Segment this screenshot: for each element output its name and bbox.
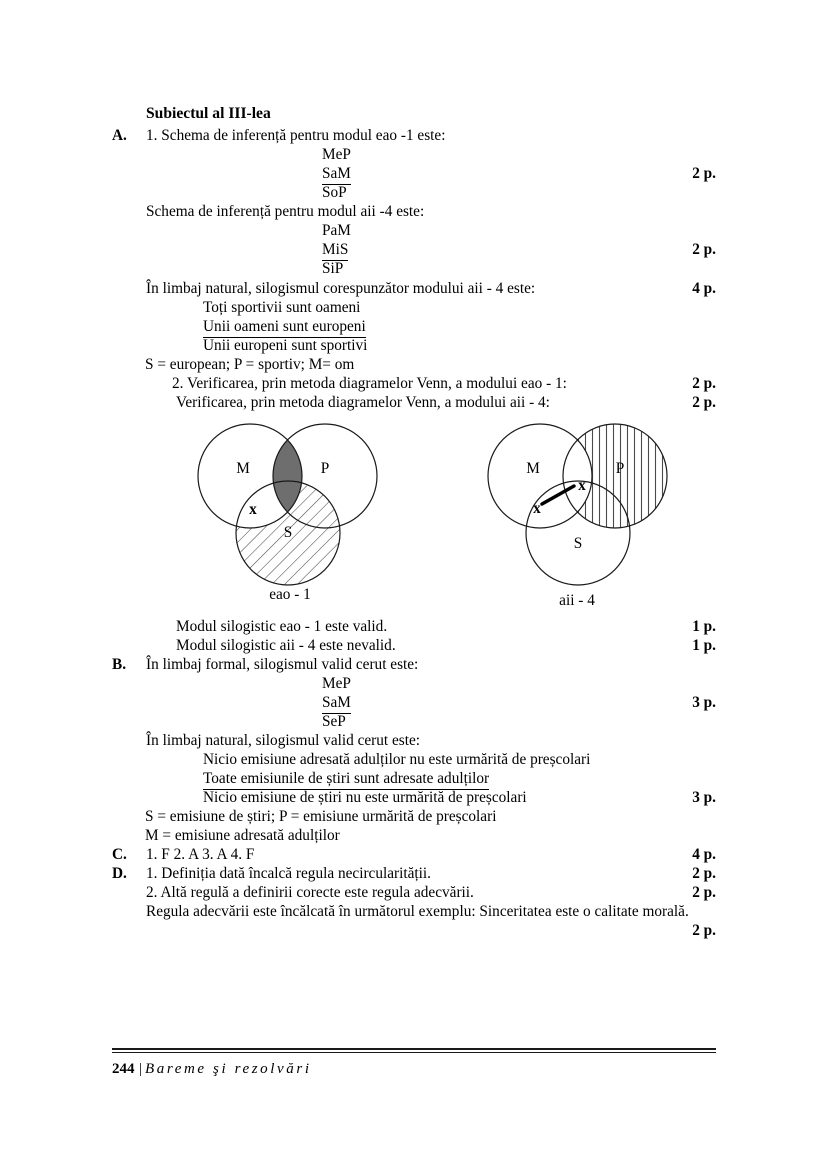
venn2-label-p: P xyxy=(615,460,625,477)
syllogism2-premise2-text: MiS xyxy=(322,240,348,261)
section-b-natural-premise2 xyxy=(203,769,489,790)
natural-premise1: Toți sportivii sunt oameni xyxy=(203,299,361,316)
footer-rule xyxy=(112,1048,716,1053)
syllogism1-conclusion: SoP xyxy=(322,184,347,201)
natural-premise2-text: Unii oameni sunt europeni xyxy=(203,317,366,338)
syllogism1-premise2-text: SaM xyxy=(322,164,351,185)
page-footer xyxy=(112,1060,312,1079)
footer-sep-glyph: | xyxy=(138,1061,145,1077)
section-b-line2: În limbaj natural, silogismul valid cerut este: xyxy=(146,732,421,749)
validity-line-2: Modul silogistic aii - 4 este nevalid. xyxy=(176,637,396,654)
venn1-caption: eao - 1 xyxy=(269,586,311,603)
syllogism1-premise2 xyxy=(322,164,351,185)
page-title: Subiectul al III-lea xyxy=(146,105,271,122)
validity-line-1: Modul silogistic eao - 1 este valid. xyxy=(176,618,388,635)
venn-line2: Verificarea, prin metoda diagramelor Venn, a modului aii - 4: xyxy=(176,394,550,411)
syllogism2-premise2 xyxy=(322,240,348,261)
natural-conclusion: Unii europeni sunt sportivi xyxy=(203,337,368,354)
validity-line-2-points: 1 p. xyxy=(692,637,716,654)
section-d-line1-points: 2 p. xyxy=(692,865,716,882)
venn1-label-m: M xyxy=(236,460,250,477)
section-d-line2: 2. Altă regulă a definirii corecte este regula adecvării. xyxy=(146,884,474,901)
venn2-caption: aii - 4 xyxy=(559,592,595,609)
venn-diagram-eao-1 xyxy=(194,420,384,603)
section-a-line1: 1. Schema de inferență pentru modul eao -1 este: xyxy=(146,127,446,144)
venn2-label-m: M xyxy=(526,460,540,477)
footer-title-text: Bareme şi rezolvări xyxy=(144,1061,312,1077)
section-b-syllogism-points: 3 p. xyxy=(692,694,716,711)
venn2-hatch-p-minus-m xyxy=(484,420,674,590)
section-a-legend: S = european; P = sportiv; M= om xyxy=(145,356,355,373)
syllogism1-premise1: MeP xyxy=(322,146,351,163)
syllogism1-points: 2 p. xyxy=(692,165,716,182)
section-b-syllogism-premise2-text: SaM xyxy=(322,693,351,714)
section-d-line2-points: 2 p. xyxy=(692,884,716,901)
section-d-line3: Regula adecvării este încălcată în următorul exemplu: Sinceritatea este o calitate morală. xyxy=(146,903,689,920)
venn2-mark-x-left: x xyxy=(533,500,541,517)
venn-diagram-aii-4 xyxy=(484,420,674,609)
section-a-line3-points: 4 p. xyxy=(692,280,716,297)
section-b-legend-1: S = emisiune de știri; P = emisiune urmărită de preșcolari xyxy=(145,808,497,825)
section-a-line2: Schema de inferență pentru modul aii -4 este: xyxy=(146,203,425,220)
venn1-label-p: P xyxy=(320,460,330,477)
section-b-line1: În limbaj formal, silogismul valid cerut este: xyxy=(146,656,419,673)
syllogism2-conclusion: SiP xyxy=(322,260,344,277)
section-marker-c: C. xyxy=(112,846,127,863)
venn2-mark-x-right: x xyxy=(578,477,586,494)
section-b-natural-premise2-text: Toate emisiunile de știri sunt adresate adulților xyxy=(203,769,489,790)
validity-line-1-points: 1 p. xyxy=(692,618,716,635)
section-c-answers: 1. F 2. A 3. A 4. F xyxy=(146,846,255,863)
section-marker-a: A. xyxy=(112,127,127,144)
section-b-natural-premise1: Nicio emisiune adresată adulților nu este urmărită de preșcolari xyxy=(203,751,591,768)
venn1-label-s: S xyxy=(283,524,293,541)
venn2-label-s: S xyxy=(573,535,583,552)
footer-page-number: 244 xyxy=(112,1061,135,1077)
venn1-mark-x: x xyxy=(249,501,257,518)
syllogism2-premise1: PaM xyxy=(322,222,351,239)
section-b-syllogism-conclusion: SeP xyxy=(322,713,346,730)
syllogism2-points: 2 p. xyxy=(692,241,716,258)
venn-line1: 2. Verificarea, prin metoda diagramelor Venn, a modului eao - 1: xyxy=(172,375,567,392)
section-marker-d: D. xyxy=(112,865,127,882)
section-d-line3-points: 2 p. xyxy=(692,922,716,939)
section-b-natural-points: 3 p. xyxy=(692,789,716,806)
venn-line2-points: 2 p. xyxy=(692,394,716,411)
section-b-syllogism-premise2 xyxy=(322,693,351,714)
natural-premise2 xyxy=(203,317,366,338)
footer-book-title xyxy=(138,1061,145,1077)
section-a-line3: În limbaj natural, silogismul corespunzător modului aii - 4 este: xyxy=(146,280,536,297)
venn-line1-points: 2 p. xyxy=(692,375,716,392)
section-b-legend-2: M = emisiune adresată adulților xyxy=(145,827,340,844)
section-b-syllogism-premise1: MeP xyxy=(322,675,351,692)
section-d-line1: 1. Definiția dată încalcă regula necircularității. xyxy=(146,865,431,882)
section-b-natural-conclusion: Nicio emisiune de știri nu este urmărită de preșcolari xyxy=(203,789,527,806)
section-marker-b: B. xyxy=(112,656,127,673)
section-c-points: 4 p. xyxy=(692,846,716,863)
